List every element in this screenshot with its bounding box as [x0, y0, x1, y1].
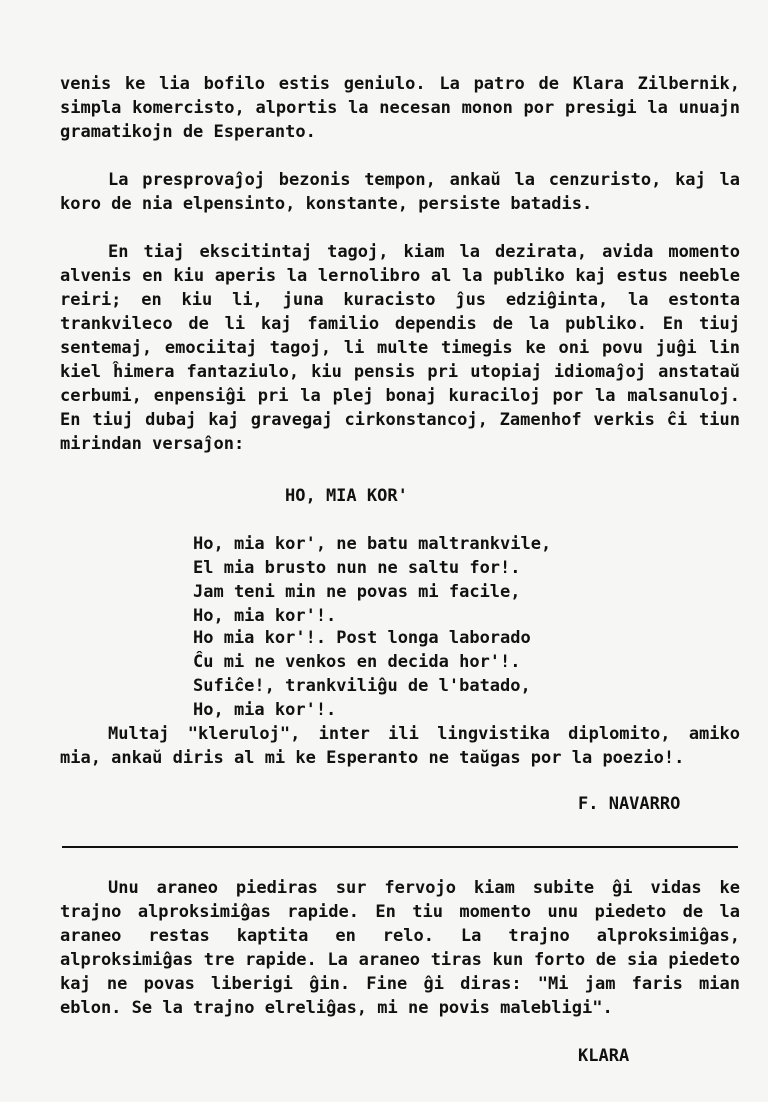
- article-paragraph-3: [60, 240, 740, 456]
- poem-stanza-1: [193, 532, 551, 628]
- poem-line: Sufiĉe!, trankviliĝu de l'batado,: [193, 676, 531, 696]
- anecdote-author: KLARA: [578, 1046, 630, 1066]
- poem-title: HO, MIA KOR': [285, 486, 408, 506]
- paragraph-text: Multaj "kleruloj", inter ili lingvistika diplomito, amiko mia, ankaŭ diris al mi ke Esperanto ne taŭgas por la poezio!.: [60, 724, 740, 768]
- poem-line: Ho, mia kor'!.: [193, 700, 337, 720]
- paragraph-text: venis ke lia bofilo estis geniulo. La patro de Klara Zilbernik, simpla komercisto, alportis la necesan monon por presigi la unuajn gramatikojn de Esperanto.: [60, 74, 740, 142]
- poem-line: Ĉu mi ne venkos en decida hor'!.: [193, 652, 521, 672]
- article-paragraph-1: [60, 72, 740, 144]
- article-author: F. NAVARRO: [578, 794, 681, 814]
- article-paragraph-2: [60, 168, 740, 216]
- anecdote-paragraph: [60, 876, 740, 1020]
- paragraph-text: En tiaj ekscitintaj tagoj, kiam la dezirata, avida momento alvenis en kiu aperis la lernolibro al la publiko kaj estus neeble reiri; en kiu li, juna kuracisto ĵus edziĝinta, la estonta trankvileco de li kaj familio dependis de la publiko. En tiuj sentemaj, emociitaj tagoj, li multe timegis ke oni povu juĝi lin kiel ĥimera fantaziulo, kiu pensis pri utopiaj idiomaĵoj anstataŭ cerbumi, enpensiĝi pri la plej bonaj kuraciloj por la malsanuloj. En tiuj dubaj kaj gravegaj cirkonstancoj, Zamenhof verkis ĉi tiun mirindan versaĵon:: [60, 242, 740, 454]
- poem-line: Ho, mia kor', ne batu maltrankvile,: [193, 534, 552, 554]
- poem-stanza-2: [193, 626, 531, 722]
- paragraph-text: Unu araneo piediras sur fervojo kiam subite ĝi vidas ke trajno alproksimiĝas rapide. En tiu momento unu piedeto de la araneo restas kaptita en relo. La trajno alproksimiĝas, alproksimiĝas tre rapide. La araneo tiras kun forto de sia piedeto kaj ne povas liberigi ĝin. Fine ĝi diras: "Mi jam faris mian eblon. Se la trajno elreliĝas, mi ne povis malebligi".: [60, 878, 740, 1018]
- closing-paragraph: [60, 722, 740, 770]
- poem-line: Ho, mia kor'!.: [193, 606, 337, 626]
- paragraph-text: La presprovaĵoj bezonis tempon, ankaŭ la cenzuristo, kaj la koro de nia elpensinto, konstante, persiste batadis.: [60, 170, 740, 214]
- poem-line: El mia brusto nun ne saltu for!.: [193, 558, 521, 578]
- poem-line: Ho mia kor'!. Post longa laborado: [193, 628, 531, 648]
- poem-line: Jam teni min ne povas mi facile,: [193, 582, 521, 602]
- section-divider: [62, 846, 738, 848]
